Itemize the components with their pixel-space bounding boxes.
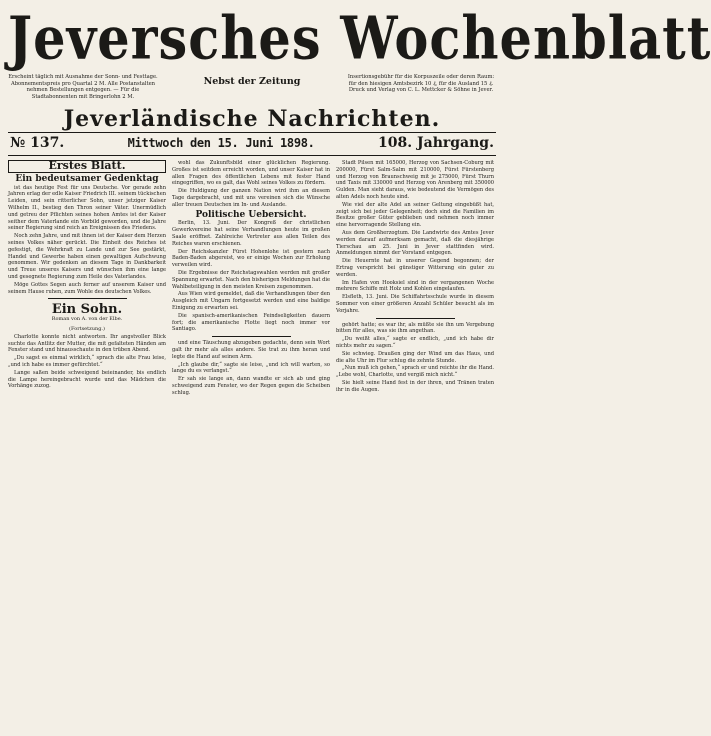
column-2 bbox=[172, 160, 330, 398]
paragraph: Elsfleth, 13. Juni. Die Schiffahrtsschule wurde in diesem Sommer von einer größeren Anzahl Schüler besucht als im Vorjahre. bbox=[336, 294, 494, 314]
subtitle: Jeverländische Nachrichten. bbox=[63, 106, 441, 132]
issue-number: № 137. bbox=[10, 135, 65, 151]
volume-year: 108. Jahrgang. bbox=[378, 135, 494, 151]
paragraph: „Ich glaube dir,“ sagte sie leise, „und ich will warten, so lange du es verlangst.“ bbox=[172, 361, 330, 375]
paragraph: Die Heuernte hat in unserer Gegend begonnen; der Ertrag verspricht bei günstiger Witterung ein guter zu werden. bbox=[336, 258, 494, 278]
paragraph: gehört hatte; es war ihr, als müßte sie ihn um Vergebung bitten für alles, was sie ihm angethan. bbox=[336, 321, 494, 335]
article-heading: Ein bedeutsamer Gedenktag bbox=[15, 173, 159, 184]
paragraph: Die Huldigung der ganzen Nation wird ihm an diesem Tage dargebracht, und mit uns vereinen sich die Wünsche aller treuen Deutschen im In- und Auslande. bbox=[172, 188, 330, 208]
paragraph: Im Hafen von Hooksiel sind in der vergangenen Woche mehrere Schiffe mit Holz und Kohlen eingelaufen. bbox=[336, 279, 494, 293]
politics-heading: Politische Uebersicht. bbox=[195, 209, 307, 220]
story-byline: Roman von A. von der Elbe. bbox=[51, 316, 123, 323]
paragraph: Der Reichskanzler Fürst Hohenlohe ist gestern nach Baden-Baden abgereist, wo er einige Wochen zur Erholung verweilen wird. bbox=[172, 248, 330, 269]
paragraph: Die Ergebnisse der Reichstagswahlen werden mit großer Spannung erwartet. Nach den bisherigen Meldungen hat die Wahlbeteiligung in den meisten Kreisen zugenommen. bbox=[172, 269, 330, 290]
paragraph: Stadt Pilsen mit 165000, Herzog von Sachsen-Coburg mit 200000, Fürst Salm-Salm mit 210000, Fürst Fürstenberg und Herzog von Braunschweig mit je 275000, Fürst Thurn und Taxis mit 330000 und Herzog von Arenberg mit 350000 Gulden. Man sieht daraus, wie bedeutend die Vermögen des alten Adels noch heute sind. bbox=[336, 160, 494, 200]
paragraph: Berlin, 13. Juni. Der Kongreß der christlichen Gewerkvereine hat seine Verhandlungen heute im großen Saale eröffnet. Zahlreiche Vertreter aus allen Teilen des Reiches waren erschienen. bbox=[172, 220, 330, 247]
paragraph: Möge Gottes Segen auch ferner auf unserem Kaiser und seinem Hause ruhen, zum Wohle des deutschen Volkes. bbox=[8, 281, 166, 295]
story-title: Ein Sohn. bbox=[51, 302, 123, 318]
separator bbox=[376, 318, 455, 319]
separator bbox=[48, 298, 127, 299]
column-1 bbox=[8, 160, 166, 398]
paragraph: Charlotte konnte nicht antworten. Ihr angstvoller Blick suchte das Antlitz der Mutter, die mit gefalteten Händen am Fenster stand und hinausschaute in den trüben Abend. bbox=[8, 333, 166, 354]
paragraph: „Du weißt alles,“ sagte er endlich, „und ich habe dir nichts mehr zu sagen.“ bbox=[336, 336, 494, 349]
paragraph: Wie viel der alte Adel an seiner Geltung eingebüßt hat, zeigt sich bei jeder Gelegenheit; doch sind die Familien im Besitze großer Güter geblieben und nehmen noch immer eine hervorragende Stellung ein. bbox=[336, 201, 494, 229]
supplement-note: Nebst der Zeitung bbox=[203, 76, 301, 87]
paragraph: ist das heutige Fest für uns Deutsche. Vor gerade zehn Jahren erlag der edle Kaiser Friedrich III. seinem tückischen Leiden, und sein ritterlicher Sohn, unser jetziger Kaiser Wilhelm II., bestieg den Thron seiner Väter. Unermüdlich und getreu der Pflichten seines hohen Amtes ist der Kaiser seither dem Vaterlande ein Vorbild geworden, und die Jahre seiner Regierung sind reich an Ereignissen des Friedens. bbox=[8, 184, 166, 232]
paragraph: Aus Wien wird gemeldet, daß die Verhandlungen über den Ausgleich mit Ungarn fortgesetzt werden und eine baldige Einigung zu erwarten sei. bbox=[172, 291, 330, 311]
paragraph: „Du sagst es einmal wirklich,“ sprach die alte Frau leise, „und ich habe es immer gefürchtet.“ bbox=[8, 355, 166, 368]
paragraph: wohl das Zukunftsbild einer glücklichen Regierung. Großes ist seitdem erreicht worden, und unser Kaiser hat in allen Fragen des öffentlichen Lebens mit fester Hand eingegriffen, wo es galt, das Wohl seines Volkes zu fördern. bbox=[172, 160, 330, 187]
masthead: Jeversches Wochenblatt bbox=[8, 4, 711, 74]
section-box: Erstes Blatt. bbox=[8, 160, 166, 173]
issue-date: Mittwoch den 15. Juni 1898. bbox=[127, 136, 315, 150]
issue-info bbox=[8, 133, 496, 155]
paragraph: Sie hielt seine Hand fest in der ihren, und Tränen traten ihr in die Augen. bbox=[336, 379, 494, 393]
paragraph: Aus dem Großherzogtum. Die Landwirte des Amtes Jever werden darauf aufmerksam gemacht, daß die diesjährige Tierschau am 25. Juni in Jever stattfinden wird. Anmeldungen nimmt der Vorstand entgegen. bbox=[336, 229, 494, 257]
columns bbox=[8, 160, 496, 398]
advertising-info: Insertionsgebühr für die Korpuszeile oder deren Raum: für den hiesigen Amtsbezirk 10 ₰, für die Ausland 15 ₰. Druck und Verlag von C. L. Mettcker & Söhne in Jever. bbox=[347, 74, 495, 93]
column-3 bbox=[336, 160, 494, 398]
paragraph: Die spanisch-amerikanischen Feindseligkeiten dauern fort; die amerikanische Flotte liegt noch immer vor Santiago. bbox=[172, 312, 330, 333]
paragraph: „Nun muß ich gehen,“ sprach er und reichte ihr die Hand. „Lebe wohl, Charlotte, und vergiß mich nicht.“ bbox=[336, 365, 494, 379]
paragraph: Er sah sie lange an, dann wandte er sich ab und ging schweigend zum Fenster, wo der Regen gegen die Scheiben schlug. bbox=[172, 376, 330, 396]
separator bbox=[212, 336, 291, 337]
paragraph: Noch zehn Jahre, und mit ihnen ist der Kaiser dem Herzen seines Volkes näher gerückt. Die Einheit des Reiches ist gefestigt, die Wehrkraft zu Lande und zur See gestärkt, Handel und Gewerbe haben einen gewaltigen Aufschwung genommen. Wir gedenken an diesem Tage in Dankbarkeit und Treue unseres Kaisers und wünschen ihm eine lange und gesegnete Regierung zum Heile des Vaterlandes. bbox=[8, 233, 166, 280]
paragraph: Lange saßen beide schweigend beieinander, bis endlich die Lampe hereingebracht wurde und das Mädchen die Vorhänge zuzog. bbox=[8, 369, 166, 390]
paragraph: und eine Täuschung abzugeben gedachte, denn sein Wort galt ihr mehr als alles andere. Sie trat zu ihm heran und legte die Hand auf seinen Arm. bbox=[172, 340, 330, 360]
newspaper-page bbox=[8, 4, 711, 730]
bottom-rule bbox=[8, 155, 496, 156]
paragraph: Sie schwieg. Draußen ging der Wind um das Haus, und die alte Uhr im Flur schlug die zehnte Stunde. bbox=[336, 350, 494, 364]
subscription-info: Erscheint täglich mit Ausnahme der Sonn- und Festtage. Abonnementspreis pro Quartal 2 M. Alle Postanstalten nehmen Bestellungen entgegen. — Für die Stadtabonnenten mit Bringerlohn 2 M. bbox=[8, 74, 158, 100]
story-note: (Fortsetzung.) bbox=[69, 325, 105, 332]
